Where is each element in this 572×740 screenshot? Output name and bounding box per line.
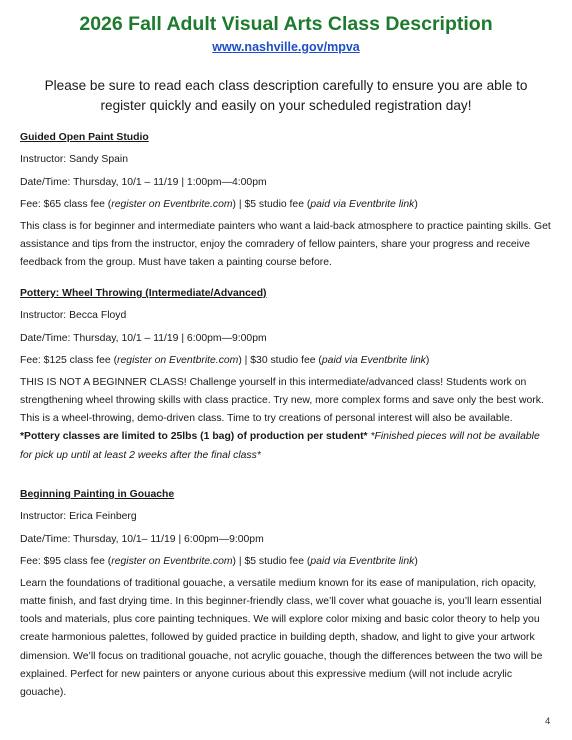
intro-line-2: register quickly and easily on your scheduled registration day! [100, 98, 472, 113]
fee-register-note: register on Eventbrite.com [111, 199, 233, 210]
fee-paid-note: paid via Eventbrite link [321, 355, 426, 366]
fee-middle: ) | $5 studio fee ( [232, 556, 311, 567]
class-description: Learn the foundations of traditional gouache, a versatile medium known for its ease of manipulation, rich opacity, matte finish, and fast drying time. In this beginner-friendly class, we’ll cover what gouache is, you’ll learn essential tools and materials, plus core painting techniques. We will explore color mixing and basic color theory to help you create harmonious palettes, followed by guided practice in building depth, shadow, and light to give your artwork dimension. We’ll focus on traditional gouache, not acrylic gouache, though the differences between the two will be explained. Perfect for new painters or anyone curious about this expressive medium (will not include acrylic gouache). [20, 577, 543, 699]
class-fee [20, 350, 552, 373]
fee-register-note: register on Eventbrite.com [117, 355, 239, 366]
website-link[interactable]: www.nashville.gov/mpva [212, 40, 360, 54]
fee-register-note: register on Eventbrite.com [111, 556, 233, 567]
description-text: THIS IS NOT A BEGINNER CLASS! Challenge yourself in this intermediate/advanced class! Students work on strengthening wheel throwing skills with class practice. Try new, more complex forms and save only the best work. This is a wheel-throwing, demo-driven class. Time to try creations of personal interest will also be available. [20, 376, 544, 425]
class-title: Pottery: Wheel Throwing (Intermediate/Advanced) [20, 288, 267, 299]
class-datetime: Date/Time: Thursday, 10/1 – 11/19 | 6:00pm—9:00pm [20, 332, 267, 344]
pottery-limit-note: *Pottery classes are limited to 25lbs (1 bag) of production per student* [20, 431, 368, 443]
fee-prefix: Fee: $65 class fee ( [20, 199, 112, 210]
fee-paid-note: paid via Eventbrite link [310, 556, 415, 567]
class-instructor: Instructor: Becca Floyd [20, 310, 127, 321]
class-section-beginning-painting-gouache [20, 484, 552, 703]
fee-middle: ) | $30 studio fee ( [238, 355, 322, 366]
fee-suffix: ) [414, 199, 418, 210]
class-fee [20, 194, 552, 217]
fee-prefix: Fee: $125 class fee ( [20, 355, 118, 366]
pickup-note: *Finished pieces will not be available for pick up until at least 2 weeks after the final class* [20, 431, 540, 461]
class-description: This class is for beginner and intermediate painters who want a laid-back atmosphere to practice painting skills. Get assistance and tips from the instructor, enjoy the comradery of fellow painters, share your progress and receive feedback from the group. Must have taken a painting course before. [20, 220, 551, 269]
class-fee [20, 551, 552, 574]
class-description [20, 374, 552, 465]
fee-suffix: ) [414, 556, 418, 567]
intro-text [0, 76, 572, 116]
class-section-pottery-wheel-throwing [20, 283, 552, 465]
intro-line-1: Please be sure to read each class description carefully to ensure you are able to [44, 78, 528, 93]
fee-suffix: ) [425, 355, 430, 366]
class-title: Guided Open Paint Studio [20, 132, 149, 143]
class-instructor: Instructor: Erica Feinberg [20, 511, 137, 522]
class-instructor: Instructor: Sandy Spain [20, 154, 129, 165]
fee-prefix: Fee: $95 class fee ( [20, 556, 112, 567]
class-datetime: Date/Time: Thursday, 10/1 – 11/19 | 1:00pm—4:00pm [20, 176, 267, 188]
class-title: Beginning Painting in Gouache [20, 489, 175, 500]
fee-paid-note: paid via Eventbrite link [310, 199, 415, 210]
page-title: 2026 Fall Adult Visual Arts Class Description [79, 13, 493, 35]
page-number: 4 [545, 716, 551, 727]
fee-middle: ) | $5 studio fee ( [232, 199, 311, 210]
class-datetime: Date/Time: Thursday, 10/1– 11/19 | 6:00pm—9:00pm [20, 533, 264, 545]
class-section-guided-open-paint-studio [20, 127, 552, 272]
